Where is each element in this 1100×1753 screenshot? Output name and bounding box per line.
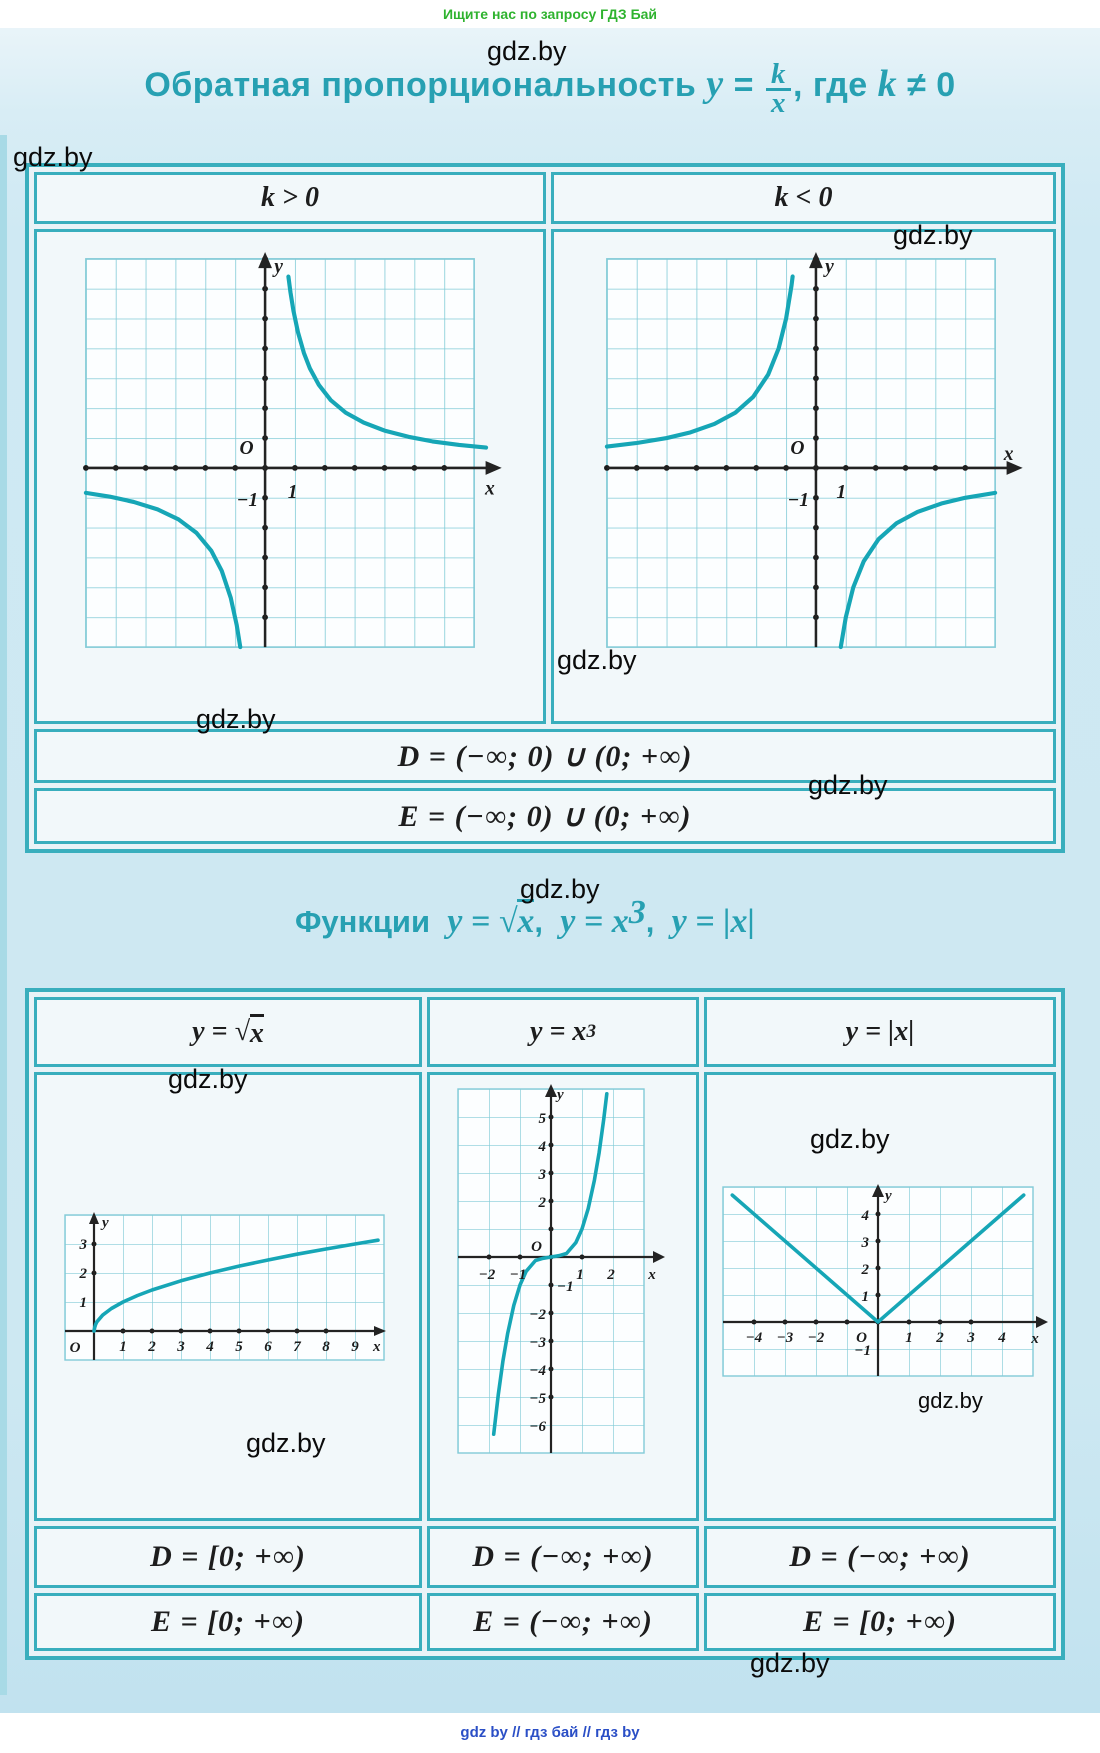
x-tick-1: 1 <box>287 481 298 503</box>
origin-label: O <box>790 438 805 460</box>
hyperbola-k-negative-graph <box>600 252 1025 654</box>
table1-graphs-row <box>34 229 1056 724</box>
table2-header-row <box>34 997 1056 1067</box>
x-tick: 5 <box>235 1339 243 1355</box>
watermark: gdz.by <box>246 1428 326 1458</box>
title1-where: где <box>812 66 868 104</box>
y-tick: 3 <box>538 1167 546 1183</box>
x-tick: 2 <box>607 1267 615 1283</box>
origin-label: O <box>69 1340 81 1356</box>
x-tick: 2 <box>148 1339 156 1355</box>
x-tick: 1 <box>905 1330 913 1346</box>
reference-card-panel <box>0 28 1100 1713</box>
graph-cell-sqrt <box>34 1072 422 1521</box>
sqrt-graph <box>61 1211 391 1383</box>
x-tick: −4 <box>745 1330 763 1346</box>
x-tick: 8 <box>322 1339 330 1355</box>
y-axis-label: y <box>825 256 834 278</box>
header-sqrt: y = √ x <box>34 997 422 1067</box>
watermark: gdz.by <box>750 1648 830 1678</box>
x-tick: 1 <box>576 1267 584 1283</box>
table1-header-row <box>34 172 1056 224</box>
table2-graphs-row <box>34 1072 1056 1521</box>
x-tick: −3 <box>776 1330 794 1346</box>
x-tick: 2 <box>936 1330 944 1346</box>
y-tick-neg1: −1 <box>854 1343 871 1359</box>
y-tick: −2 <box>529 1307 546 1323</box>
watermark: gdz.by <box>918 1388 983 1413</box>
y-tick: 1 <box>79 1295 87 1311</box>
x-axis-label: x <box>648 1267 656 1283</box>
watermark: gdz.by <box>893 220 973 250</box>
x-tick: 4 <box>998 1330 1006 1346</box>
domain-cube: D = (−∞; +∞) <box>427 1526 699 1588</box>
footer-links-text: gdz by // гдз бай // гдз by <box>460 1724 640 1741</box>
y-axis-label: y <box>102 1215 109 1231</box>
y-tick: 2 <box>861 1262 869 1278</box>
title1-prefix: Обратная пропорциональность <box>144 66 697 104</box>
table1-domain-row <box>34 729 1056 783</box>
title2-sep1: , <box>534 904 544 939</box>
x-tick: 3 <box>967 1330 975 1346</box>
y-tick: 2 <box>79 1266 87 1282</box>
y-tick: −6 <box>529 1419 546 1435</box>
title1-k: k <box>877 63 898 105</box>
x-tick: −2 <box>478 1267 496 1283</box>
x-axis-label: x <box>1031 1331 1039 1347</box>
y-axis-label: y <box>557 1087 564 1103</box>
domain-abs: D = (−∞; +∞) <box>704 1526 1056 1588</box>
x-tick: −2 <box>807 1330 825 1346</box>
watermark: gdz.by <box>557 645 637 675</box>
range-formula: E = (−∞; 0) ∪ (0; +∞) <box>34 788 1056 844</box>
y-tick: 3 <box>861 1235 869 1251</box>
y-tick: 2 <box>538 1195 546 1211</box>
y-tick-neg1: −1 <box>236 489 259 511</box>
watermark: gdz.by <box>520 874 600 904</box>
x-tick: 9 <box>351 1339 359 1355</box>
y-tick: 4 <box>538 1139 546 1155</box>
title1-zero: 0 <box>936 66 956 104</box>
fraction-denominator: x <box>770 87 786 119</box>
header-k-positive: k > 0 <box>34 172 546 224</box>
table2-range-row <box>34 1593 1056 1651</box>
title2-prefix: Функции <box>294 904 431 939</box>
y-tick: 5 <box>538 1111 546 1127</box>
y-tick: −1 <box>557 1279 574 1295</box>
header-abs: y = |x| <box>704 997 1056 1067</box>
y-axis-label: y <box>274 256 283 278</box>
x-tick-1: 1 <box>836 481 847 503</box>
x-tick: 6 <box>264 1339 272 1355</box>
title1-fraction <box>766 57 791 119</box>
range-sqrt: E = [0; +∞) <box>34 1593 422 1651</box>
inverse-proportionality-table <box>25 163 1065 853</box>
y-tick: 1 <box>861 1289 869 1305</box>
graph-cell-k-positive <box>34 229 546 724</box>
watermark: gdz.by <box>810 1124 890 1154</box>
x-tick: 4 <box>206 1339 214 1355</box>
table2-domain-row <box>34 1526 1056 1588</box>
title2-sep2: , <box>645 904 655 939</box>
title2-sqrt-radicand: x <box>517 899 534 940</box>
promo-banner: Ищите нас по запросу ГДЗ Бай <box>442 6 658 22</box>
watermark: gdz.by <box>808 770 888 800</box>
range-abs: E = [0; +∞) <box>704 1593 1056 1651</box>
watermark: gdz.by <box>487 36 567 66</box>
title2-cube-pre: y = x <box>560 903 629 940</box>
y-tick: 4 <box>861 1208 869 1224</box>
table1-range-row <box>34 788 1056 844</box>
domain-sqrt: D = [0; +∞) <box>34 1526 422 1588</box>
fraction-numerator: k <box>766 63 791 91</box>
title2-abs: y = |x| <box>671 903 756 940</box>
x-axis-arrow <box>1036 1316 1048 1328</box>
y-tick: −4 <box>529 1363 546 1379</box>
title1-eq: = <box>733 66 754 104</box>
title1-y: y <box>706 63 724 105</box>
x-axis-label: x <box>1003 443 1014 465</box>
cube-graph <box>454 1083 666 1457</box>
y-tick: −5 <box>529 1391 546 1407</box>
x-tick: 3 <box>177 1339 185 1355</box>
hyperbola-k-positive-graph <box>79 252 504 654</box>
range-cube: E = (−∞; +∞) <box>427 1593 699 1651</box>
origin-label: O <box>856 1330 867 1346</box>
watermark: gdz.by <box>196 704 276 734</box>
header-k-negative: k < 0 <box>551 172 1056 224</box>
x-tick: 7 <box>293 1339 301 1355</box>
x-axis-label: x <box>485 478 495 500</box>
origin-label: O <box>531 1239 542 1255</box>
graph-cell-cube <box>427 1072 699 1521</box>
x-axis-arrow <box>486 461 502 475</box>
domain-formula: D = (−∞; 0) ∪ (0; +∞) <box>34 729 1056 783</box>
x-axis-label: x <box>373 1339 381 1355</box>
title1-neq: ≠ <box>907 66 927 104</box>
y-tick-neg1: −1 <box>787 489 810 511</box>
x-tick: −1 <box>509 1267 527 1283</box>
y-tick: 3 <box>79 1237 87 1253</box>
watermark: gdz.by <box>13 142 93 172</box>
abs-graph <box>719 1183 1049 1383</box>
x-tick: 1 <box>119 1339 127 1355</box>
watermark: gdz.by <box>168 1064 248 1094</box>
section1-title <box>0 57 1100 119</box>
title2-sqrt-pre: y = √ <box>447 903 518 940</box>
title1-comma: , <box>792 66 803 104</box>
y-axis-label: y <box>885 1188 892 1204</box>
title2-cube-sup: 3 <box>628 894 646 931</box>
origin-label: O <box>239 438 254 460</box>
x-axis-arrow <box>653 1251 665 1263</box>
header-cube: y = x 3 <box>427 997 699 1067</box>
y-tick: −3 <box>529 1335 546 1351</box>
